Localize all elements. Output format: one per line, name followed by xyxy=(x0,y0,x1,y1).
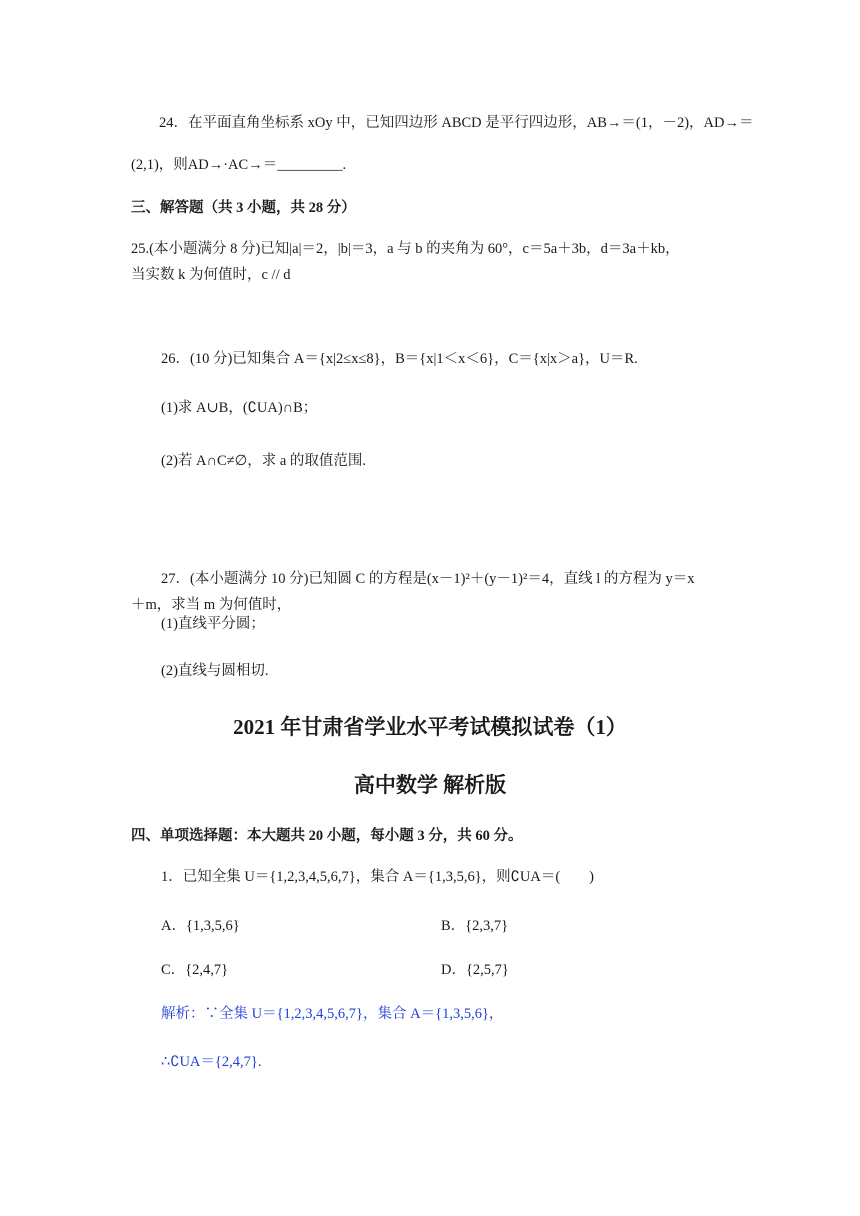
solution-subtitle: 高中数学 解析版 xyxy=(353,773,507,797)
solution-title: 2021 年甘肃省学业水平考试模拟试卷（1） xyxy=(233,715,627,739)
q24-line1: 24．在平面直角坐标系 xOy 中，已知四边形 ABCD 是平行四边形，AB→＝(1，－2)，AD→＝ xyxy=(159,115,754,131)
q26-part1: (1)求 A∪B，(∁UA)∩B； xyxy=(161,400,318,416)
q27-line2: ＋m，求当 m 为何值时， xyxy=(131,597,292,613)
q1-analysis-line2: ∴∁UA＝{2,4,7}. xyxy=(161,1054,262,1070)
q25-line1: 25.(本小题满分 8 分)已知|a|＝2，|b|＝3，a 与 b 的夹角为 60°，c＝5a＋3b，d＝3a＋kb， xyxy=(131,241,680,257)
section3-heading: 三、解答题（共 3 小题，共 28 分） xyxy=(131,200,356,216)
q1-option-b: B．{2,3,7} xyxy=(441,918,509,934)
q26-part2: (2)若 A∩C≠∅，求 a 的取值范围. xyxy=(161,453,367,469)
q27-line1: 27．(本小题满分 10 分)已知圆 C 的方程是(x－1)²＋(y－1)²＝4，直线 l 的方程为 y＝x xyxy=(161,571,695,587)
q1-option-c: C．{2,4,7} xyxy=(161,962,229,978)
q27-part2: (2)直线与圆相切. xyxy=(161,663,269,679)
q27-part1: (1)直线平分圆； xyxy=(161,616,265,632)
section4-heading: 四、单项选择题：本大题共 20 小题，每小题 3 分，共 60 分。 xyxy=(131,828,523,844)
q1-option-a: A．{1,3,5,6} xyxy=(161,918,240,934)
q24-line2: (2,1)，则AD→·AC→＝_________. xyxy=(131,157,347,173)
q25-line2: 当实数 k 为何值时，c // d xyxy=(131,267,291,283)
q1-analysis-line1: 解析：∵全集 U＝{1,2,3,4,5,6,7}，集合 A＝{1,3,5,6}， xyxy=(161,1006,504,1022)
q1-stem: 1．已知全集 U＝{1,2,3,4,5,6,7}，集合 A＝{1,3,5,6}，则∁UA＝( ) xyxy=(161,869,594,885)
q1-option-d: D．{2,5,7} xyxy=(441,962,509,978)
q26-stem: 26．(10 分)已知集合 A＝{x|2≤x≤8}，B＝{x|1＜x＜6}，C＝{x|x＞a}，U＝R. xyxy=(161,351,638,367)
